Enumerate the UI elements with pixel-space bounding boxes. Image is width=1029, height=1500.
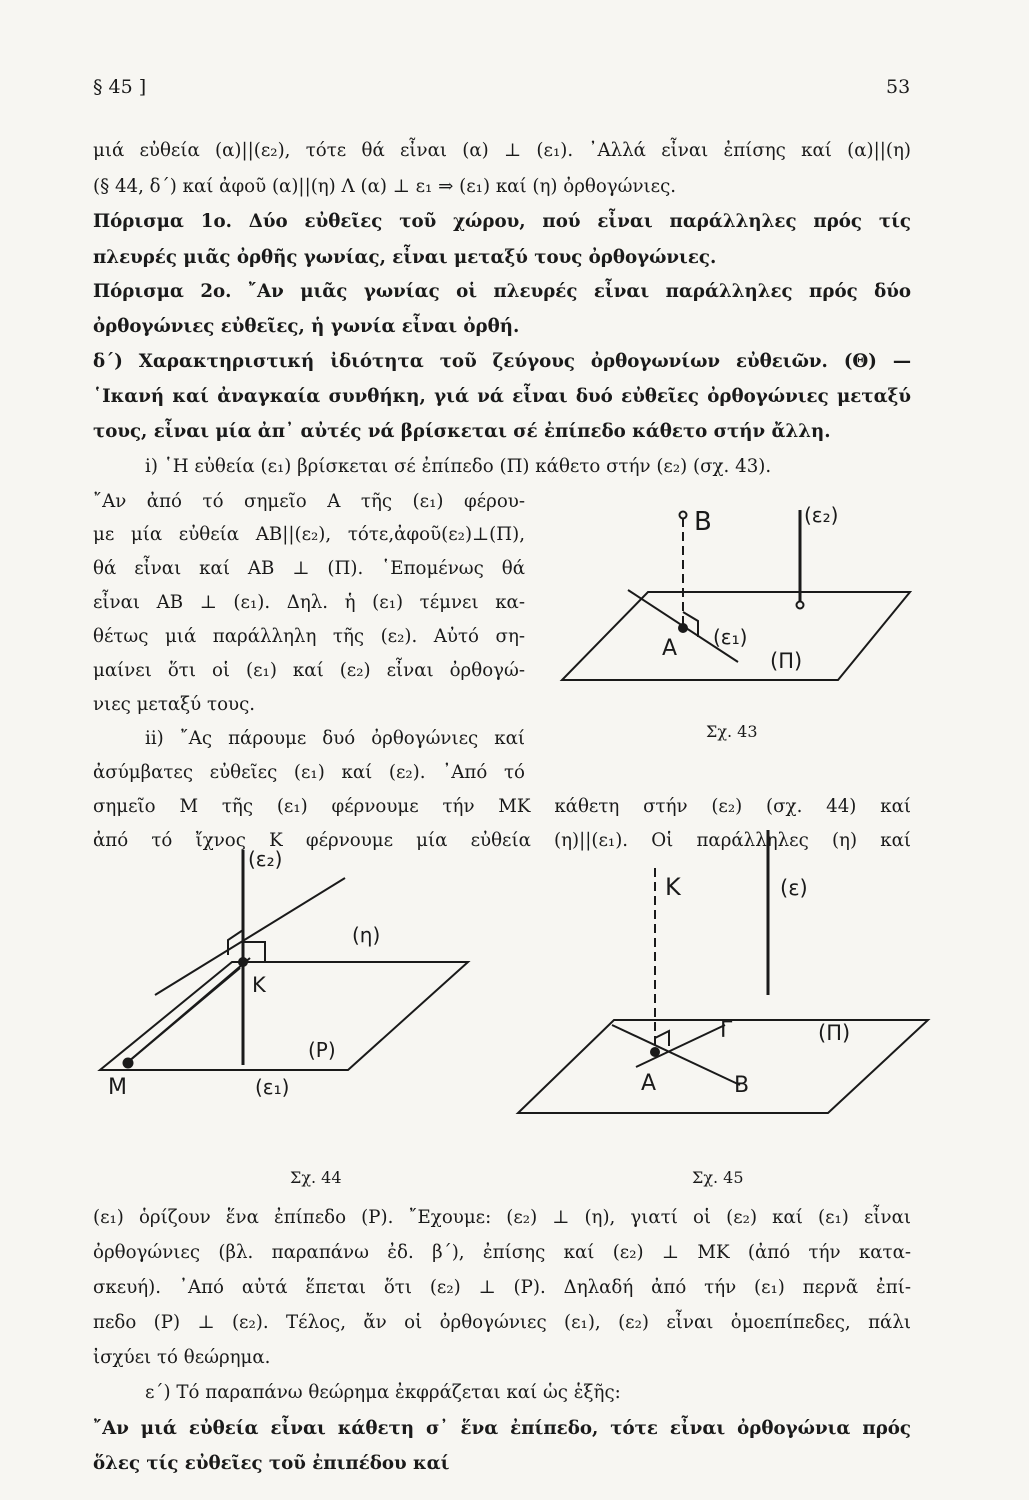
point-e2-foot	[797, 602, 804, 609]
label-eta: (η)	[352, 923, 381, 947]
plane-rho	[100, 962, 468, 1070]
right-angle-mark	[655, 1031, 669, 1046]
label-a: A	[641, 1071, 657, 1096]
text-line: με μία εὐθεία ΑΒ||(ε₂), τότε,ἀφοῦ(ε₂)⊥(Π),	[93, 524, 525, 545]
text-line: (§ 44, δ΄) καί ἀφοῦ (α)||(η) Λ (α) ⊥ ε₁ ⇒ (ε₁) καί (η) ὀρθογώνιες.	[93, 176, 677, 197]
text-line: ῎Αν ἀπό τό σημεῖο Α τῆς (ε₁) φέρου-	[93, 491, 525, 512]
corollary-2-heading: Πόρισμα 2ο. ῎Αν μιᾶς γωνίας οἱ πλευρές εἶναι παράλληλες πρός δύο	[93, 281, 911, 302]
text-line: ῾Ικανή καί ἀναγκαία συνθήκη, γιά νά εἶναι δυό εὐθεῖες ὀρθογώνιες μεταξύ	[93, 386, 911, 407]
point-b	[680, 512, 687, 519]
point-a	[651, 1048, 659, 1056]
fig44-caption: Σχ. 44	[290, 1168, 342, 1187]
text-line: μιά εὐθεία (α)||(ε₂), τότε θά εἶναι (α) ⊥ (ε₁). ᾽Αλλά εἶναι ἐπίσης καί (α)||(η)	[93, 140, 911, 161]
text-line: ὀρθογώνιες (βλ. παραπάνω ἐδ. β΄), ἐπίσης καί (ε₂) ⊥ ΜΚ (ἀπό τήν κατα-	[93, 1242, 911, 1263]
label-m: M	[108, 1075, 127, 1100]
label-e: (ε)	[780, 876, 808, 900]
text-line: πεδο (Ρ) ⊥ (ε₂). Τέλος, ἄν οἱ ὀρθογώνιες (ε₁), (ε₂) εἶναι ὁμοεπίπεδες, πάλι	[93, 1312, 911, 1333]
text-line: ii) ῎Ας πάρουμε δυό ὀρθογώνιες καί	[145, 728, 525, 749]
line-eta	[155, 878, 345, 995]
text-line: ὅλες τίς εὐθεῖες τοῦ ἐπιπέδου καί	[93, 1453, 450, 1474]
text-line: θά εἶναι καί ΑΒ ⊥ (Π). ῾Επομένως θά	[93, 558, 525, 579]
subsection-e-heading: ε΄) Τό παραπάνω θεώρημα ἐκφράζεται καί ὡς ἑξῆς:	[145, 1382, 621, 1403]
text-line: ῎Αν μιά εὐθεία εἶναι κάθετη σ᾽ ἕνα ἐπίπεδο, τότε εἶναι ὀρθογώνια πρός	[93, 1418, 911, 1439]
text-line: ἀπό τό ἴχνος Κ φέρνουμε μία εὐθεία (η)||(ε₁). Οἱ παράλληλες (η) καί	[93, 830, 911, 851]
label-g: Γ	[720, 1018, 733, 1043]
label-b: B	[734, 1073, 750, 1098]
label-a: A	[662, 636, 678, 661]
label-rho: (P)	[308, 1038, 336, 1062]
label-pi: (Π)	[770, 649, 803, 673]
label-e1: (ε₁)	[255, 1075, 290, 1099]
label-b: B	[694, 507, 712, 537]
point-k	[239, 958, 247, 966]
figure-44	[100, 847, 468, 1100]
fig45-caption: Σχ. 45	[692, 1168, 744, 1187]
section-header: § 45 ]	[93, 76, 147, 98]
text-line: i) ῾Η εὐθεία (ε₁) βρίσκεται σέ ἐπίπεδο (Π) κάθετο στήν (ε₂) (σχ. 43).	[145, 456, 772, 477]
label-k: K	[252, 973, 266, 997]
corollary-1-heading: Πόρισμα 1ο. Δύο εὐθεῖες τοῦ χώρου, πού εἶναι παράλληλες πρός τίς	[93, 211, 911, 232]
text-line: θέτως μιά παράλληλη τῆς (ε₂). Αὐτό ση-	[93, 626, 525, 647]
text-line: σκευή). ᾽Από αὐτά ἕπεται ὅτι (ε₂) ⊥ (Ρ). Δηλαδή ἀπό τήν (ε₁) περνᾶ ἐπί-	[93, 1277, 911, 1298]
text-line: ὀρθογώνιες εὐθεῖες, ἡ γωνία εἶναι ὀρθή.	[93, 316, 520, 337]
text-line: μαίνει ὅτι οἱ (ε₁) καί (ε₂) εἶναι ὀρθογώ-	[93, 660, 525, 681]
figure-45	[518, 830, 928, 1113]
label-e2: (ε₂)	[804, 503, 839, 527]
text-line: ἰσχύει τό θεώρημα.	[93, 1347, 271, 1368]
subsection-d-heading: δ΄) Χαρακτηριστική ἰδιότητα τοῦ ζεύγους ὀρθογωνίων εὐθειῶν. (Θ) —	[93, 351, 911, 372]
text-line: (ε₁) ὁρίζουν ἕνα ἐπίπεδο (Ρ). ῎Εχουμε: (ε₂) ⊥ (η), γιατί οἱ (ε₂) καί (ε₁) εἶναι	[93, 1207, 911, 1228]
text-line: νιες μεταξύ τους.	[93, 694, 256, 715]
page-number: 53	[886, 76, 911, 98]
line-ag	[636, 1025, 725, 1067]
figure-43	[562, 503, 910, 680]
text-line: τους, εἶναι μία ἀπ᾽ αὐτές νά βρίσκεται σέ ἐπίπεδο κάθετο στήν ἄλλη.	[93, 421, 831, 442]
text-line: σημεῖο Μ τῆς (ε₁) φέρνουμε τήν ΜΚ κάθετη στήν (ε₂) (σχ. 44) καί	[93, 796, 911, 817]
label-pi: (Π)	[818, 1021, 851, 1045]
label-e1: (ε₁)	[713, 625, 748, 649]
label-k: K	[665, 873, 681, 901]
text-line: ἀσύμβατες εὐθεῖες (ε₁) καί (ε₂). ᾽Από τό	[93, 762, 525, 783]
text-line: πλευρές μιᾶς ὀρθῆς γωνίας, εἶναι μεταξύ τους ὀρθογώνιες.	[93, 247, 717, 268]
text-line: εἶναι ΑΒ ⊥ (ε₁). Δηλ. ἡ (ε₁) τέμνει κα-	[93, 592, 525, 613]
point-m	[124, 1059, 133, 1068]
label-e2: (ε₂)	[248, 847, 283, 871]
fig43-caption: Σχ. 43	[706, 722, 758, 741]
line-mk	[128, 968, 240, 1062]
point-a	[679, 624, 687, 632]
